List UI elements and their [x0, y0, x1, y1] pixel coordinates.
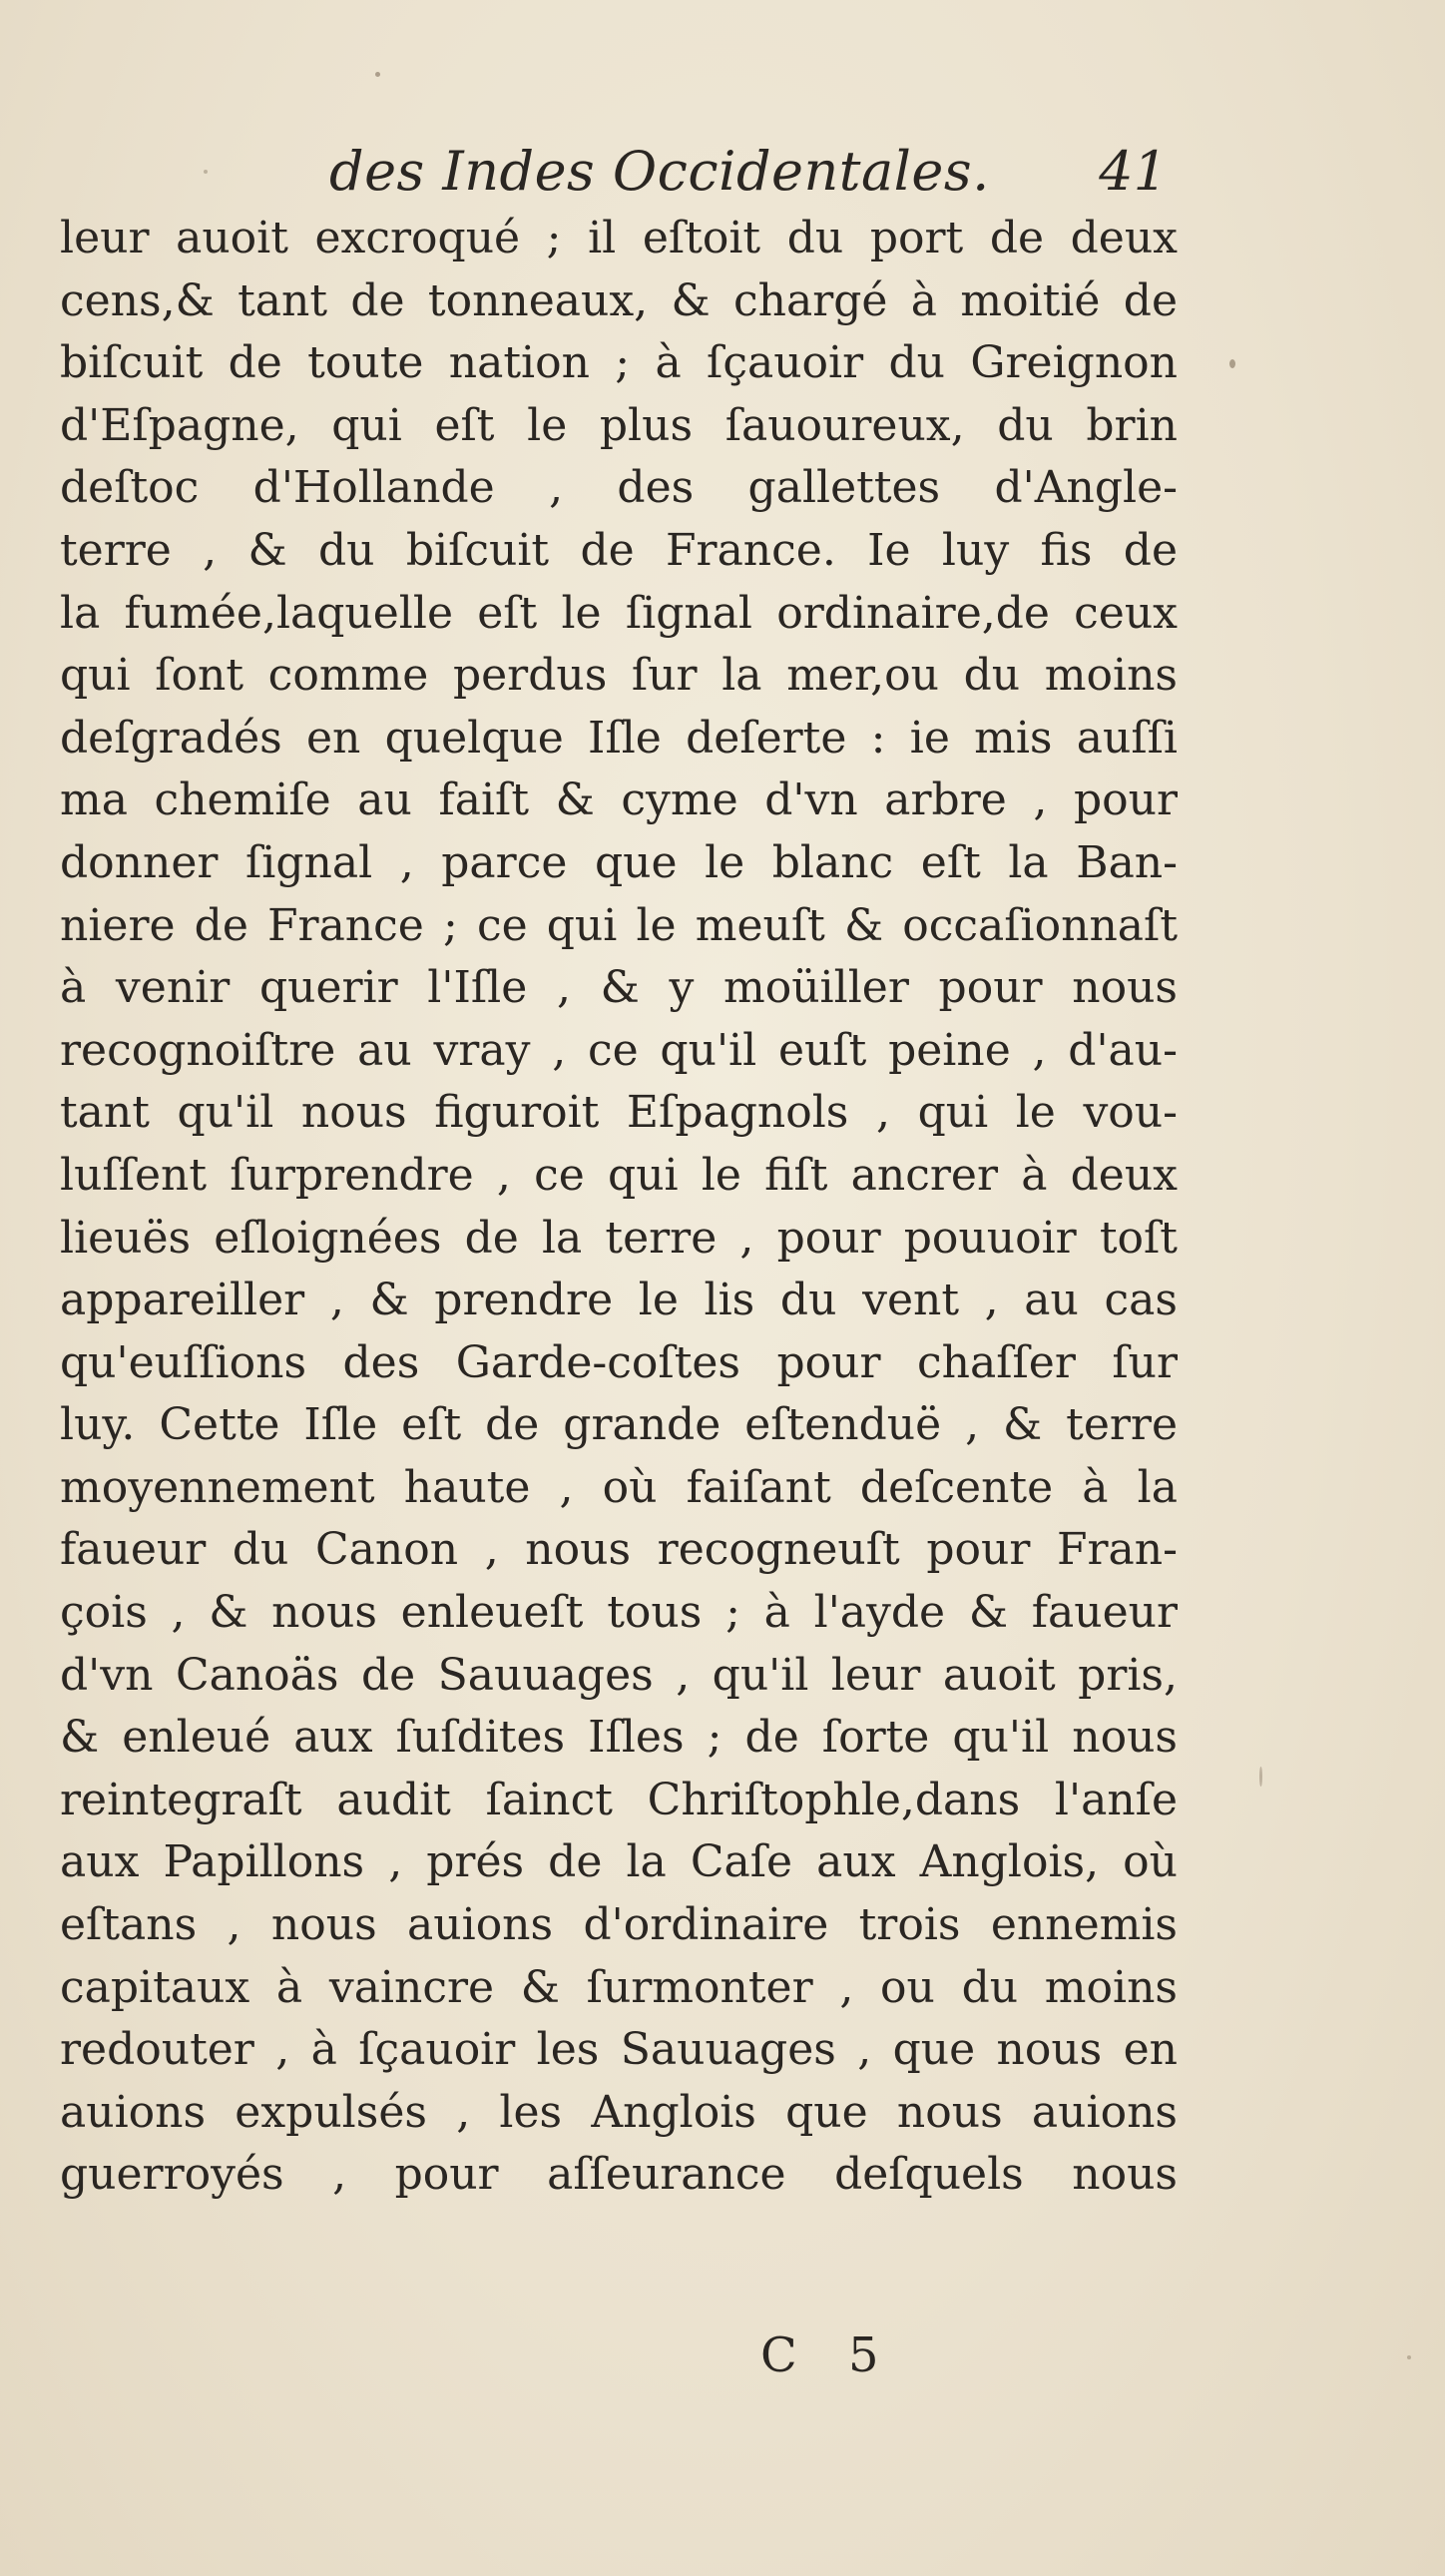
text-line: lieuës eſloignées de la terre , pour pouuoir toſt: [60, 1212, 1178, 1264]
text-line: ma chemiſe au faiſt & cyme d'vn arbre , pour: [60, 774, 1178, 826]
text-line: leur auoit excroqué ; il eſtoit du port de deux: [60, 213, 1178, 263]
text-line: qu'euſſions des Garde-coſtes pour chaſſer ſur: [60, 1336, 1178, 1388]
page-header: [329, 140, 1168, 210]
signature-mark: C 5: [760, 2327, 897, 2383]
text-line: faueur du Canon , nous recogneuſt pour Fran-: [60, 1524, 1178, 1576]
text-line: cens,& tant de tonneaux, & chargé à moitié de: [60, 274, 1178, 326]
text-line: donner ſignal , parce que le blanc eſt la Ban-: [60, 836, 1178, 888]
text-line: deſgradés en quelque Iſle deſerte : ie mis auſſi: [60, 712, 1178, 764]
ink-speck: [1407, 2355, 1411, 2359]
text-line: eſtans , nous auions d'ordinaire trois ennemis: [60, 1899, 1178, 1951]
ink-speck: [375, 72, 380, 77]
text-line: çois , & nous enleueſt tous ; à l'ayde & faueur: [60, 1587, 1178, 1639]
text-line: à venir querir l'Iſle , & y moüiller pour nous: [60, 962, 1178, 1014]
text-line: & enleué aux ſuſdites Iſles ; de ſorte qu'il nous: [60, 1712, 1178, 1764]
text-line: redouter , à ſçauoir les Sauuages , que nous en: [60, 2024, 1178, 2076]
text-line: reintegraſt audit ſainct Chriſtophle,dans l'anſe: [60, 1774, 1178, 1825]
text-line: luſſent ſurprendre , ce qui le fiſt ancrer à deux: [60, 1149, 1178, 1201]
text-line: auions expulsés , les Anglois que nous auions: [60, 2086, 1178, 2138]
text-line: d'vn Canoäs de Sauuages , qu'il leur auoit pris,: [60, 1649, 1178, 1701]
page-number: 41: [1099, 140, 1168, 203]
text-line: aux Papillons , prés de la Caſe aux Anglois, où: [60, 1836, 1178, 1888]
text-line: terre , & du biſcuit de France. Ie luy fis de: [60, 524, 1178, 576]
text-line: capitaux à vaincre & ſurmonter , ou du moins: [60, 1961, 1178, 2013]
text-line: d'Eſpagne, qui eſt le plus ſauoureux, du brin: [60, 399, 1178, 451]
text-line: biſcuit de toute nation ; à ſçauoir du Greignon: [60, 337, 1178, 389]
text-line: moyennement haute , où faiſant deſcente à la: [60, 1461, 1178, 1513]
text-line: guerroyés , pour aſſeurance deſquels nous: [60, 2149, 1178, 2201]
text-line: la fumée,laquelle eſt le ſignal ordinaire,de ceux: [60, 587, 1178, 639]
text-line: recognoiſtre au vray , ce qu'il euſt peine , d'au-: [60, 1024, 1178, 1076]
ink-speck: [204, 170, 208, 174]
text-line: niere de France ; ce qui le meuſt & occaſionnaſt: [60, 899, 1178, 951]
text-line: luy. Cette Iſle eſt de grande eſtenduë , & terre: [60, 1399, 1178, 1451]
ink-speck: [1229, 359, 1235, 368]
ink-speck: [1259, 1767, 1262, 1787]
text-line: deſtoc d'Hollande , des gallettes d'Angle-: [60, 462, 1178, 514]
body-text: [60, 208, 1178, 2207]
text-line: appareiller , & prendre le lis du vent , au cas: [60, 1275, 1178, 1326]
running-head: des Indes Occidentales.: [329, 140, 990, 203]
text-line: tant qu'il nous figuroit Eſpagnols , qui le vou-: [60, 1087, 1178, 1139]
text-line: qui ſont comme perdus ſur la mer,ou du moins: [60, 650, 1178, 702]
